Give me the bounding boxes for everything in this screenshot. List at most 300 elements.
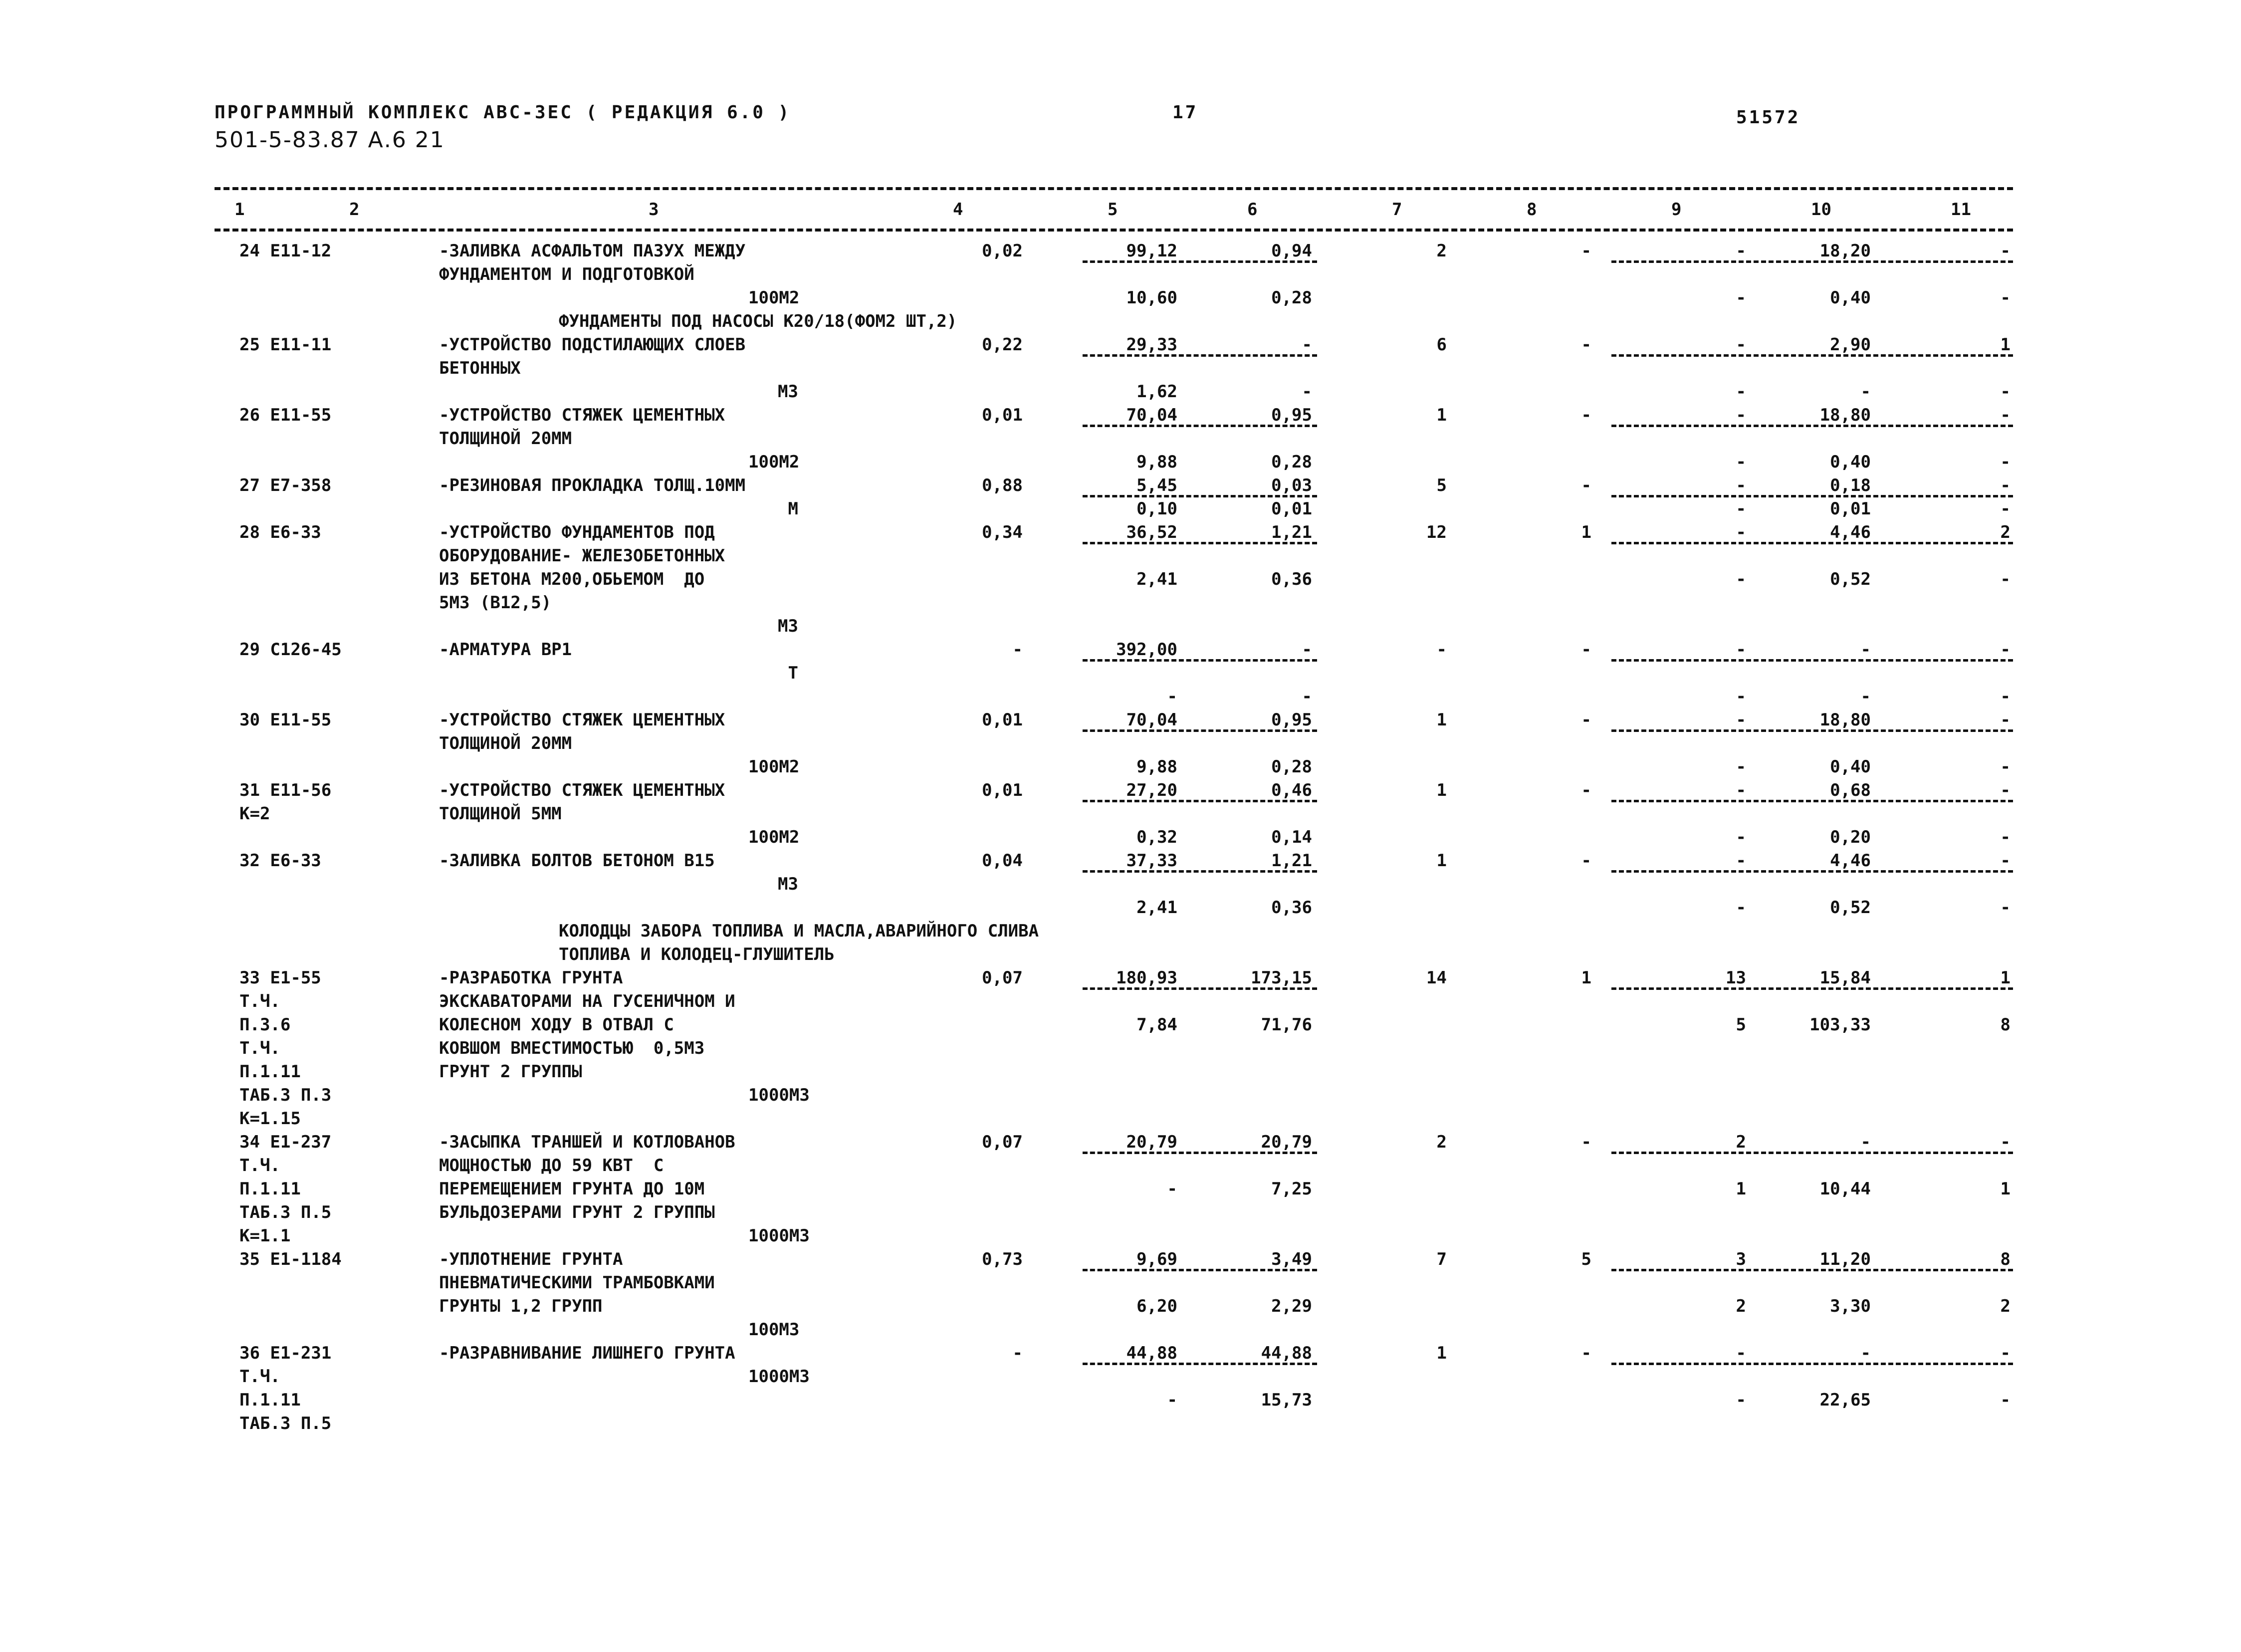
cell-c5: 44,88	[1126, 1343, 1177, 1363]
top-rule	[215, 187, 2013, 190]
column-header: 1	[234, 200, 245, 220]
column-header: 8	[1527, 200, 1537, 220]
cell-c6: 1,21	[1271, 522, 1312, 542]
cell-c8: -	[1581, 1132, 1591, 1152]
cell-c11: 8	[2000, 1249, 2011, 1269]
cell-c4: 0,07	[982, 968, 1023, 988]
cell-code: 34 Е1-237	[239, 1132, 332, 1152]
document-number: 51572	[1736, 107, 1800, 128]
cell-desc: -УСТРОЙСТВО ФУНДАМЕНТОВ ПОД	[439, 522, 715, 542]
cell-c4: 0,22	[982, 335, 1023, 355]
cell-c5: 180,93	[1116, 968, 1177, 988]
table-row	[0, 990, 2241, 1013]
table-row	[0, 333, 2241, 357]
table-row	[0, 1365, 2241, 1389]
cell-code: 30 Е11-55	[239, 710, 332, 730]
cell-c6: 15,73	[1261, 1390, 1312, 1410]
cell-c5: 70,04	[1126, 405, 1177, 425]
cell-code: П.1.11	[239, 1390, 301, 1410]
cell-c6: -	[1302, 335, 1312, 355]
cell-c10: 10,44	[1819, 1179, 1871, 1199]
cell-unit: М3	[778, 616, 798, 636]
cell-c8: 1	[1581, 968, 1591, 988]
cell-code: Т.Ч.	[239, 1367, 280, 1387]
cell-desc: -АРМАТУРА ВР1	[439, 640, 572, 660]
table-row	[0, 662, 2241, 685]
table-row	[0, 1154, 2241, 1178]
handwritten-reference: 501-5-83.87 А.6 21	[215, 127, 445, 153]
cell-c10: 0,18	[1830, 475, 1871, 495]
cell-c11: -	[2000, 851, 2011, 871]
cell-code: Т.Ч.	[239, 1038, 280, 1058]
cell-c8: -	[1581, 780, 1591, 800]
table-row	[0, 638, 2241, 662]
section-heading: ФУНДАМЕНТЫ ПОД НАСОСЫ К20/18(ФОМ2 ШТ,2)	[559, 311, 957, 331]
cell-c9: -	[1736, 1390, 1746, 1410]
cell-unit: М3	[778, 874, 798, 894]
cell-desc: ПЕРЕМЕЩЕНИЕМ ГРУНТА ДО 10М	[439, 1179, 705, 1199]
cell-c11: -	[2000, 757, 2011, 777]
cell-c5: 2,41	[1136, 569, 1177, 589]
cell-c11: -	[2000, 687, 2011, 707]
cell-c9: -	[1736, 288, 1746, 308]
cell-code: ТАБ.3 П.3	[239, 1085, 332, 1105]
cell-c9: -	[1736, 780, 1746, 800]
cell-c6: 0,28	[1271, 757, 1312, 777]
table-row	[0, 451, 2241, 474]
column-header: 5	[1108, 200, 1118, 220]
table-row	[0, 732, 2241, 755]
cell-c10: 3,30	[1830, 1296, 1871, 1316]
table-row	[0, 1060, 2241, 1084]
cell-c10: 4,46	[1830, 522, 1871, 542]
cell-c11: 1	[2000, 1179, 2011, 1199]
cell-code: П.1.11	[239, 1062, 301, 1082]
table-row	[0, 404, 2241, 427]
cell-unit: 100М2	[748, 757, 800, 777]
table-row	[0, 966, 2241, 990]
cell-c6: 0,03	[1271, 475, 1312, 495]
cell-c11: -	[2000, 780, 2011, 800]
cell-c9: -	[1736, 382, 1746, 402]
cell-c10: 0,40	[1830, 452, 1871, 472]
cell-code: 31 Е11-56	[239, 780, 332, 800]
cell-c10: -	[1860, 382, 1871, 402]
cell-code: ТАБ.3 П.5	[239, 1414, 332, 1433]
table-row	[0, 826, 2241, 849]
table-row	[0, 1412, 2241, 1435]
cell-code: 33 Е1-55	[239, 968, 321, 988]
table-row	[0, 357, 2241, 380]
cell-desc: ТОЛЩИНОЙ 5ММ	[439, 804, 562, 824]
cell-c10: 11,20	[1819, 1249, 1871, 1269]
column-header-row	[0, 200, 2241, 225]
cell-c6: 20,79	[1261, 1132, 1312, 1152]
cell-c10: 18,80	[1819, 405, 1871, 425]
cell-c7: 12	[1426, 522, 1447, 542]
table-row	[0, 802, 2241, 826]
cell-c6: 71,76	[1261, 1015, 1312, 1035]
table-row	[0, 1084, 2241, 1107]
cell-c10: 0,52	[1830, 569, 1871, 589]
page-number: 17	[1172, 102, 1198, 123]
cell-c9: 3	[1736, 1249, 1746, 1269]
cell-c5: 10,60	[1126, 288, 1177, 308]
cell-desc: -УСТРОЙСТВО СТЯЖЕК ЦЕМЕНТНЫХ	[439, 780, 725, 800]
cell-desc: -РАЗРАВНИВАНИЕ ЛИШНЕГО ГРУНТА	[439, 1343, 735, 1363]
table-row	[0, 1178, 2241, 1201]
cell-c8: 5	[1581, 1249, 1591, 1269]
cell-c4: 0,34	[982, 522, 1023, 542]
cell-c9: -	[1736, 710, 1746, 730]
cell-c11: -	[2000, 475, 2011, 495]
cell-c4: 0,04	[982, 851, 1023, 871]
cell-c10: 2,90	[1830, 335, 1871, 355]
cell-c6: 0,95	[1271, 405, 1312, 425]
cell-desc: КОЛЕСНОМ ХОДУ В ОТВАЛ С	[439, 1015, 674, 1035]
cell-c10: -	[1860, 1132, 1871, 1152]
cell-c6: 0,36	[1271, 898, 1312, 918]
cell-c5: 20,79	[1126, 1132, 1177, 1152]
cell-c10: -	[1860, 687, 1871, 707]
table-row	[0, 474, 2241, 497]
cell-c11: -	[2000, 898, 2011, 918]
cell-c5: -	[1167, 1179, 1177, 1199]
cell-c8: -	[1581, 241, 1591, 261]
table-row	[0, 427, 2241, 451]
cell-code: К=1.15	[239, 1109, 301, 1129]
cell-desc: ГРУНТЫ 1,2 ГРУПП	[439, 1296, 603, 1316]
cell-c6: 0,28	[1271, 288, 1312, 308]
cell-c9: -	[1736, 687, 1746, 707]
cell-c6: 44,88	[1261, 1343, 1312, 1363]
cell-code: П.3.6	[239, 1015, 291, 1035]
header-rule	[215, 229, 2013, 232]
cell-c11: -	[2000, 1132, 2011, 1152]
table-row	[0, 1224, 2241, 1248]
cell-code: 27 Е7-358	[239, 475, 332, 495]
cell-code: 24 Е11-12	[239, 241, 332, 261]
cell-code: ТАБ.3 П.5	[239, 1202, 332, 1222]
table-row	[0, 1248, 2241, 1271]
cell-c8: -	[1581, 1343, 1591, 1363]
table-row	[0, 380, 2241, 404]
cell-c6: -	[1302, 640, 1312, 660]
cell-c5: 9,69	[1136, 1249, 1177, 1269]
cell-c6: -	[1302, 382, 1312, 402]
cell-c5: 70,04	[1126, 710, 1177, 730]
cell-c11: -	[2000, 499, 2011, 519]
cell-c4: 0,01	[982, 710, 1023, 730]
cell-desc: ПНЕВМАТИЧЕСКИМИ ТРАМБОВКАМИ	[439, 1273, 715, 1293]
cell-c5: 37,33	[1126, 851, 1177, 871]
cell-c8: -	[1581, 851, 1591, 871]
cell-c9: 1	[1736, 1179, 1746, 1199]
cell-desc: ТОЛЩИНОЙ 20ММ	[439, 429, 572, 449]
table-row	[0, 1013, 2241, 1037]
cell-c6: 0,95	[1271, 710, 1312, 730]
cell-c9: -	[1736, 405, 1746, 425]
table-row	[0, 1131, 2241, 1154]
cell-desc: КОВШОМ ВМЕСТИМОСТЬЮ 0,5М3	[439, 1038, 705, 1058]
table-row	[0, 873, 2241, 896]
cell-desc: ТОЛЩИНОЙ 20ММ	[439, 733, 572, 753]
cell-c5: 5,45	[1136, 475, 1177, 495]
column-header: 9	[1671, 200, 1682, 220]
table-row	[0, 1295, 2241, 1318]
column-header: 7	[1392, 200, 1402, 220]
cell-c6: 173,15	[1251, 968, 1312, 988]
cell-c9: -	[1736, 499, 1746, 519]
cell-c6: -	[1302, 687, 1312, 707]
cell-c10: -	[1860, 1343, 1871, 1363]
cell-c7: 14	[1426, 968, 1447, 988]
cell-c7: 1	[1436, 851, 1447, 871]
cell-c7: 1	[1436, 405, 1447, 425]
cell-desc: -УСТРОЙСТВО СТЯЖЕК ЦЕМЕНТНЫХ	[439, 405, 725, 425]
cell-desc: -ЗАЛИВКА АСФАЛЬТОМ ПАЗУХ МЕЖДУ	[439, 241, 746, 261]
cell-c6: 3,49	[1271, 1249, 1312, 1269]
cell-desc: ОБОРУДОВАНИЕ- ЖЕЛЕЗОБЕТОННЫХ	[439, 546, 725, 566]
cell-c7: 1	[1436, 710, 1447, 730]
cell-desc: БЕТОННЫХ	[439, 358, 521, 378]
cell-c9: 5	[1736, 1015, 1746, 1035]
cell-c4: -	[1012, 640, 1023, 660]
cell-code: 26 Е11-55	[239, 405, 332, 425]
section-heading-row	[0, 310, 2241, 333]
cell-c4: -	[1012, 1343, 1023, 1363]
cell-c9: -	[1736, 851, 1746, 871]
cell-code: Т.Ч.	[239, 991, 280, 1011]
cell-c7: 1	[1436, 780, 1447, 800]
cell-c5: 7,84	[1136, 1015, 1177, 1035]
cell-desc: -РАЗРАБОТКА ГРУНТА	[439, 968, 623, 988]
cell-c10: 0,52	[1830, 898, 1871, 918]
cell-desc: -ЗАЛИВКА БОЛТОВ БЕТОНОМ В15	[439, 851, 715, 871]
cell-c9: 13	[1726, 968, 1746, 988]
table-row	[0, 779, 2241, 802]
cell-c7: 5	[1436, 475, 1447, 495]
cell-c6: 2,29	[1271, 1296, 1312, 1316]
cell-c6: 0,36	[1271, 569, 1312, 589]
cell-code: К=2	[239, 804, 270, 824]
section-heading: КОЛОДЦЫ ЗАБОРА ТОПЛИВА И МАСЛА,АВАРИЙНОГО СЛИВА	[559, 921, 1039, 941]
cell-desc: ФУНДАМЕНТОМ И ПОДГОТОВКОЙ	[439, 264, 694, 284]
table-row	[0, 615, 2241, 638]
cell-c11: -	[2000, 569, 2011, 589]
program-title: ПРОГРАММНЫЙ КОМПЛЕКС АВС-3ЕС ( РЕДАКЦИЯ 6.0 )	[215, 102, 791, 123]
cell-c4: 0,73	[982, 1249, 1023, 1269]
cell-c6: 0,94	[1271, 241, 1312, 261]
cell-c10: 0,01	[1830, 499, 1871, 519]
cell-c9: -	[1736, 522, 1746, 542]
table-row	[0, 755, 2241, 779]
column-header: 2	[349, 200, 360, 220]
table-row	[0, 896, 2241, 920]
table-row	[0, 1342, 2241, 1365]
cell-c9: -	[1736, 241, 1746, 261]
cell-c7: -	[1436, 640, 1447, 660]
cell-c11: -	[2000, 1390, 2011, 1410]
table-row	[0, 239, 2241, 263]
cell-unit: 1000М3	[748, 1367, 810, 1387]
cell-c7: 7	[1436, 1249, 1447, 1269]
table-row	[0, 1389, 2241, 1412]
table-row	[0, 708, 2241, 732]
cell-unit: 1000М3	[748, 1226, 810, 1246]
cell-unit: 100М2	[748, 827, 800, 847]
cell-unit: 100М3	[748, 1320, 800, 1340]
cell-c9: -	[1736, 640, 1746, 660]
cell-c5: 2,41	[1136, 898, 1177, 918]
cell-c11: -	[2000, 405, 2011, 425]
cell-desc: ИЗ БЕТОНА М200,ОБЬЕМОМ ДО	[439, 569, 705, 589]
section-heading: ТОПЛИВА И КОЛОДЕЦ-ГЛУШИТЕЛЬ	[559, 944, 835, 964]
cell-c5: 99,12	[1126, 241, 1177, 261]
cell-code: П.1.11	[239, 1179, 301, 1199]
cell-code: К=1.1	[239, 1226, 291, 1246]
cell-c6: 0,14	[1271, 827, 1312, 847]
cell-c9: -	[1736, 757, 1746, 777]
table-row	[0, 1271, 2241, 1295]
section-heading-row	[0, 920, 2241, 943]
cell-c5: -	[1167, 687, 1177, 707]
cell-code: 25 Е11-11	[239, 335, 332, 355]
cell-c11: -	[2000, 710, 2011, 730]
cell-c9: -	[1736, 1343, 1746, 1363]
cell-desc: БУЛЬДОЗЕРАМИ ГРУНТ 2 ГРУППЫ	[439, 1202, 715, 1222]
cell-c9: -	[1736, 827, 1746, 847]
cell-c9: -	[1736, 452, 1746, 472]
column-header: 3	[649, 200, 659, 220]
cell-c8: -	[1581, 475, 1591, 495]
cell-c9: -	[1736, 335, 1746, 355]
cell-desc: -УПЛОТНЕНИЕ ГРУНТА	[439, 1249, 623, 1269]
cell-unit: 1000М3	[748, 1085, 810, 1105]
cell-desc: ЭКСКАВАТОРАМИ НА ГУСЕНИЧНОМ И	[439, 991, 735, 1011]
table-row	[0, 521, 2241, 544]
cell-c9: 2	[1736, 1296, 1746, 1316]
cell-c9: -	[1736, 475, 1746, 495]
cell-c7: 2	[1436, 1132, 1447, 1152]
cell-c8: -	[1581, 710, 1591, 730]
cell-c9: 2	[1736, 1132, 1746, 1152]
cell-c4: 0,01	[982, 780, 1023, 800]
cell-c11: -	[2000, 452, 2011, 472]
cell-c9: -	[1736, 898, 1746, 918]
cell-c5: -	[1167, 1390, 1177, 1410]
table-row	[0, 263, 2241, 286]
cell-desc: -РЕЗИНОВАЯ ПРОКЛАДКА ТОЛЩ.10ММ	[439, 475, 746, 495]
cell-code: 35 Е1-1184	[239, 1249, 342, 1269]
cell-c6: 7,25	[1271, 1179, 1312, 1199]
cell-c5: 9,88	[1136, 452, 1177, 472]
cell-c8: -	[1581, 335, 1591, 355]
cell-c11: 8	[2000, 1015, 2011, 1035]
cell-c5: 27,20	[1126, 780, 1177, 800]
cell-unit: М3	[778, 382, 798, 402]
cell-c10: -	[1860, 640, 1871, 660]
cell-c11: -	[2000, 1343, 2011, 1363]
cell-c10: 0,20	[1830, 827, 1871, 847]
cell-c10: 0,68	[1830, 780, 1871, 800]
cell-c8: -	[1581, 405, 1591, 425]
cell-c10: 22,65	[1819, 1390, 1871, 1410]
cell-c5: 392,00	[1116, 640, 1177, 660]
cell-c4: 0,07	[982, 1132, 1023, 1152]
column-header: 6	[1247, 200, 1258, 220]
cell-c10: 15,84	[1819, 968, 1871, 988]
cell-c7: 1	[1436, 1343, 1447, 1363]
table-row	[0, 1201, 2241, 1224]
cell-c10: 18,80	[1819, 710, 1871, 730]
cell-c4: 0,02	[982, 241, 1023, 261]
cell-c5: 0,10	[1136, 499, 1177, 519]
cell-c5: 0,32	[1136, 827, 1177, 847]
cell-c11: -	[2000, 288, 2011, 308]
cell-c8: 1	[1581, 522, 1591, 542]
cell-c6: 0,46	[1271, 780, 1312, 800]
cell-desc: -ЗАСЫПКА ТРАНШЕЙ И КОТЛОВАНОВ	[439, 1132, 735, 1152]
table-row	[0, 286, 2241, 310]
table-row	[0, 591, 2241, 615]
cell-code: Т.Ч.	[239, 1156, 280, 1176]
cell-code: 32 Е6-33	[239, 851, 321, 871]
cell-c11: -	[2000, 827, 2011, 847]
cell-c5: 6,20	[1136, 1296, 1177, 1316]
cell-c4: 0,01	[982, 405, 1023, 425]
cell-code: 36 Е1-231	[239, 1343, 332, 1363]
cell-c11: -	[2000, 382, 2011, 402]
table-row	[0, 544, 2241, 568]
cell-c5: 36,52	[1126, 522, 1177, 542]
cell-desc: 5М3 (В12,5)	[439, 593, 552, 613]
cell-c6: 0,01	[1271, 499, 1312, 519]
table-row	[0, 685, 2241, 708]
estimate-table	[0, 239, 2241, 1435]
cell-code: 28 Е6-33	[239, 522, 321, 542]
cell-unit: 100М2	[748, 452, 800, 472]
table-row	[0, 849, 2241, 873]
cell-desc: ГРУНТ 2 ГРУППЫ	[439, 1062, 582, 1082]
cell-desc: МОЩНОСТЬЮ ДО 59 КВТ С	[439, 1156, 664, 1176]
cell-c10: 0,40	[1830, 288, 1871, 308]
cell-c5: 1,62	[1136, 382, 1177, 402]
cell-desc: -УСТРОЙСТВО СТЯЖЕК ЦЕМЕНТНЫХ	[439, 710, 725, 730]
cell-c4: 0,88	[982, 475, 1023, 495]
cell-c5: 9,88	[1136, 757, 1177, 777]
cell-c11: -	[2000, 640, 2011, 660]
cell-c11: 1	[2000, 335, 2011, 355]
cell-c9: -	[1736, 569, 1746, 589]
cell-unit: 100М2	[748, 288, 800, 308]
table-row	[0, 1318, 2241, 1342]
cell-c6: 1,21	[1271, 851, 1312, 871]
cell-c11: 2	[2000, 522, 2011, 542]
cell-c5: 29,33	[1126, 335, 1177, 355]
cell-unit: Т	[788, 663, 798, 683]
cell-unit: М	[788, 499, 798, 519]
column-header: 10	[1811, 200, 1831, 220]
cell-c11: -	[2000, 241, 2011, 261]
cell-c11: 2	[2000, 1296, 2011, 1316]
table-row	[0, 568, 2241, 591]
table-row	[0, 1037, 2241, 1060]
cell-c6: 0,28	[1271, 452, 1312, 472]
cell-code: 29 С126-45	[239, 640, 342, 660]
cell-c10: 18,20	[1819, 241, 1871, 261]
table-row	[0, 1107, 2241, 1131]
